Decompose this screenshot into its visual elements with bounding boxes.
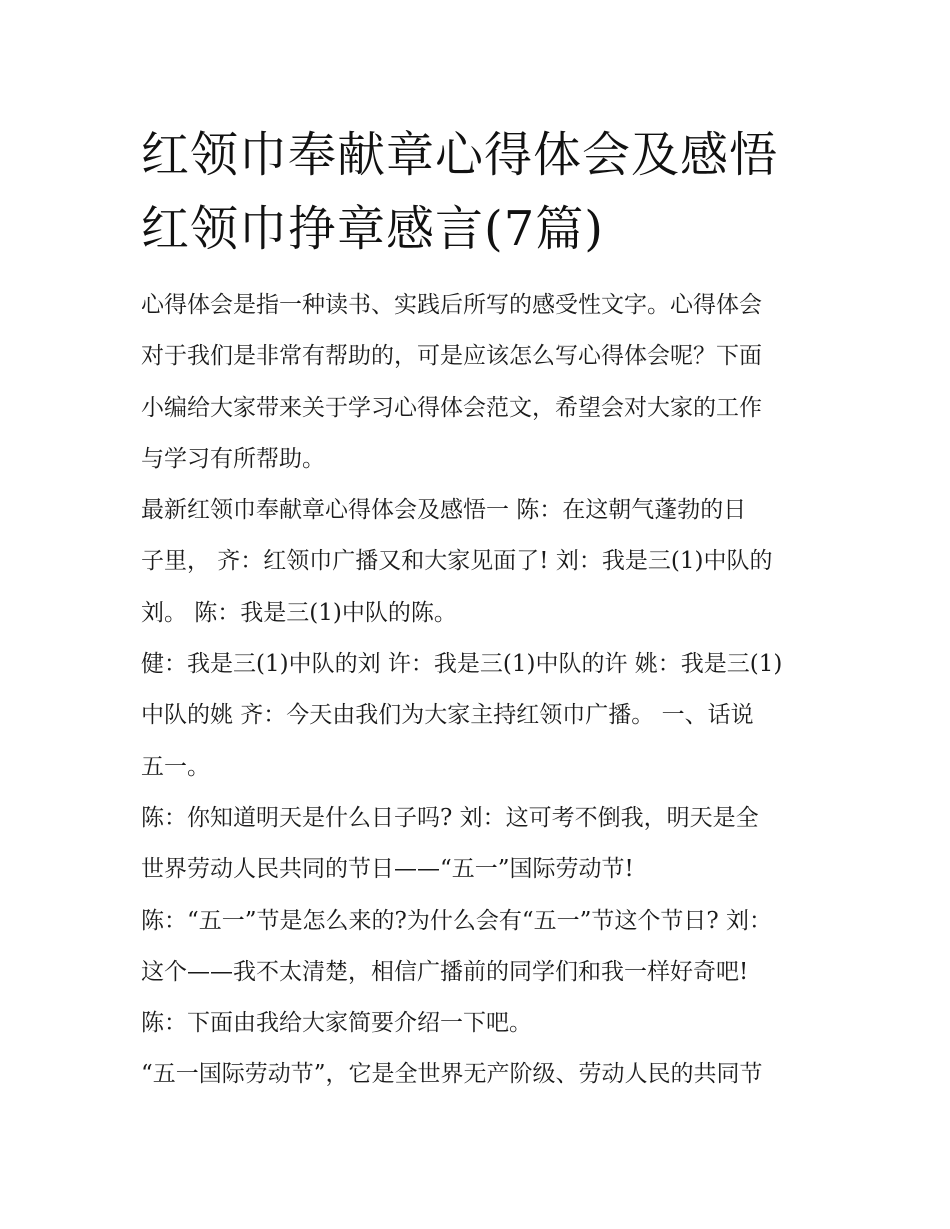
text-line: 五一。 — [141, 753, 210, 780]
text-line: 刘。 陈：我是三(1)中队的陈。 — [141, 599, 457, 626]
paragraph — [141, 998, 813, 1049]
text-line: 陈：“五一”节是怎么来的?为什么会有“五一”节这个节日? 刘： — [141, 907, 773, 934]
paragraph — [141, 896, 813, 999]
paragraph — [141, 1049, 813, 1100]
text-line: 对于我们是非常有帮助的，可是应该怎么写心得体会呢？下面 — [141, 343, 762, 370]
text-line: 中队的姚 齐：今天由我们为大家主持红领巾广播。 一、话说 — [141, 702, 754, 729]
text-line: 心得体会是指一种读书、实践后所写的感受性文字。心得体会 — [141, 292, 762, 318]
text-line: 这个——我不太清楚，相信广播前的同学们和我一样好奇吧! — [141, 958, 749, 985]
document-body — [141, 280, 813, 1101]
text-line: 世界劳动人民共同的节日——“五一”国际劳动节! — [141, 856, 634, 883]
text-line: 与学习有所帮助。 — [141, 445, 325, 472]
title-line: 红领巾奉献章心得体会及感悟 — [141, 127, 779, 183]
document-title — [141, 118, 821, 266]
paragraph — [141, 639, 813, 793]
text-line: “五一国际劳动节”，它是全世界无产阶级、劳动人民的共同节 — [141, 1061, 763, 1088]
paragraph — [141, 280, 813, 485]
paragraph — [141, 793, 813, 896]
title-line: 红领巾挣章感言(7篇) — [141, 201, 604, 257]
text-line: 子里， 齐：红领巾广播又和大家见面了! 刘：我是三(1)中队的 — [141, 548, 773, 575]
text-line: 陈：你知道明天是什么日子吗? 刘：这可考不倒我，明天是全 — [141, 804, 759, 831]
text-line: 最新红领巾奉献章心得体会及感悟一 陈：在这朝气蓬勃的日 — [141, 497, 747, 524]
text-line: 小编给大家带来关于学习心得体会范文，希望会对大家的工作 — [141, 394, 762, 421]
text-line: 陈：下面由我给大家简要介绍一下吧。 — [141, 1010, 532, 1037]
text-line: 健：我是三(1)中队的刘 许：我是三(1)中队的许 姚：我是三(1) — [141, 651, 783, 678]
paragraph — [141, 485, 813, 639]
